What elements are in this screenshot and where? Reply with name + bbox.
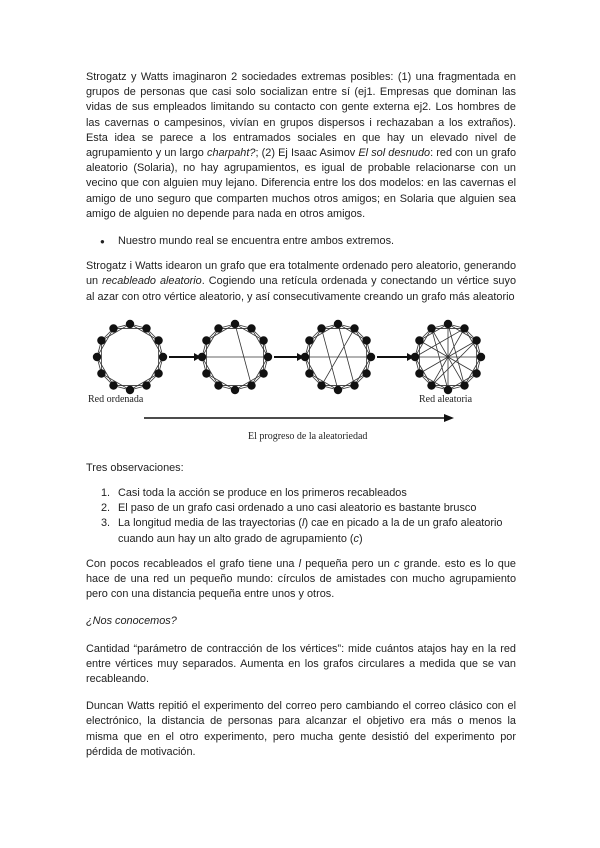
network-node <box>247 324 255 332</box>
network-node <box>472 336 480 344</box>
network-node <box>214 381 222 389</box>
network-node <box>109 381 117 389</box>
network-node <box>472 369 480 377</box>
network-node <box>159 353 167 361</box>
network-node <box>97 336 105 344</box>
network-node <box>350 381 358 389</box>
network-node <box>444 320 452 328</box>
randomness-axis-head <box>444 414 454 422</box>
network-node <box>154 369 162 377</box>
network-node <box>444 386 452 394</box>
network-node <box>367 353 375 361</box>
network-node <box>247 381 255 389</box>
paragraph-rewiring: Strogatz i Watts idearon un grafo que era totalmente ordenado pero aleatorio, generando un recableado aleatorio. Cogiendo una retícula ordenada y conectando un vértice suyo al azar con otro vértice aleatorio, y así consecutivamente creando un grafo más aleatorio <box>86 260 516 303</box>
network-node <box>202 369 210 377</box>
network-node <box>259 336 267 344</box>
network-node <box>350 324 358 332</box>
network-node <box>317 381 325 389</box>
network-node <box>317 324 325 332</box>
network-node <box>427 324 435 332</box>
section-heading: ¿Nos conocemos? <box>86 615 177 628</box>
network-node <box>259 369 267 377</box>
paragraph-email-experiment: Duncan Watts repitió el experimento del correo pero cambiando el correo clásico con el electrónico, la distancia de personas para alcanzar el objetivo era más o menos la misma que en el otro experimento, pero mucha gente desistió del experimento por pérdida de motivación. <box>86 700 516 758</box>
rewired-edge <box>235 324 252 386</box>
paragraph-intro: Strogatz y Watts imaginaron 2 sociedades extremas posibles: (1) una fragmentada en grupos de personas que casi solo socializan entre sí (ej1. Empresas que dominan las vidas de sus empleados limitando su contacto con gente externa ej2. Los hombres de las cavernas o campesinos, vivían en grupos dispersos i rechazaban a los extraños). Esta idea se parece a los entramados sociales en que hay un elevado nivel de agrupamiento y un largo charpaht?; (2) Ej Isaac Asimov El sol desnudo: red con un grafo aleatorio (Solaria), no hay agrupamientos, es igual de probable relacionarse con un vecino que con alguien muy lejano. Diferencia entre los dos modelos: en las cavernas el amigo de uno seguro que comparten muchos otros amigos; en Solaria que alguien sea amigo de alguien no depende para nada en otros amigos. <box>86 71 516 220</box>
network-node <box>202 336 210 344</box>
network-node <box>415 369 423 377</box>
network-node <box>415 336 423 344</box>
network-node <box>126 386 134 394</box>
observation-item: 2. El paso de un grafo casi ordenado a uno casi aleatorio es bastante brusco <box>101 502 477 515</box>
document-page <box>86 70 516 772</box>
network-node <box>362 336 370 344</box>
observation-item: 1. Casi toda la acción se produce en los primeros recableados <box>101 487 407 500</box>
bullet-item: ● Nuestro mundo real se encuentra entre ambos extremos. <box>86 234 516 249</box>
network-node <box>411 353 419 361</box>
paragraph-contraction: Cantidad “parámetro de contracción de los vértices”: mide cuántos atajos hay en la red entre vértices muy separados. Aumenta en los grafos circulares a medida que se van recableando. <box>86 642 516 686</box>
network-node <box>231 386 239 394</box>
bullet-list <box>86 234 516 249</box>
network-node <box>264 353 272 361</box>
network-node <box>477 353 485 361</box>
network-node <box>460 381 468 389</box>
network-node <box>97 369 105 377</box>
network-node <box>154 336 162 344</box>
network-node <box>231 320 239 328</box>
network-node <box>305 336 313 344</box>
network-node <box>142 381 150 389</box>
network-node <box>305 369 313 377</box>
network-diagram <box>86 317 516 447</box>
network-node <box>334 386 342 394</box>
network-node <box>93 353 101 361</box>
network-node <box>301 353 309 361</box>
label-random-network: Red aleatoria <box>419 393 473 405</box>
paragraph-small-world: Con pocos recableados el grafo tiene una l pequeña pero un c grande. esto es lo que hace de una red un pequeño mundo: círculos de amistades con mucho agrupamiento pero con una distancia pequeña entre unos y otros. <box>86 557 516 601</box>
observation-item: 3. La longitud media de las trayectorias (l) cae en picado a la de un grafo aleatorio cuando aun hay un alto grado de agrupamiento (c) <box>101 517 503 545</box>
network-node <box>126 320 134 328</box>
label-ordered-network: Red ordenada <box>88 393 144 405</box>
figure-caption: El progreso de la aleatoriedad <box>248 430 368 442</box>
network-node <box>198 353 206 361</box>
rewiring-figure <box>86 317 516 447</box>
network-node <box>109 324 117 332</box>
network-node <box>362 369 370 377</box>
observations-title: Tres observaciones: <box>86 461 184 474</box>
network-node <box>142 324 150 332</box>
network-node <box>334 320 342 328</box>
observations-list <box>86 486 516 547</box>
network-node <box>214 324 222 332</box>
network-node <box>427 381 435 389</box>
network-node <box>460 324 468 332</box>
